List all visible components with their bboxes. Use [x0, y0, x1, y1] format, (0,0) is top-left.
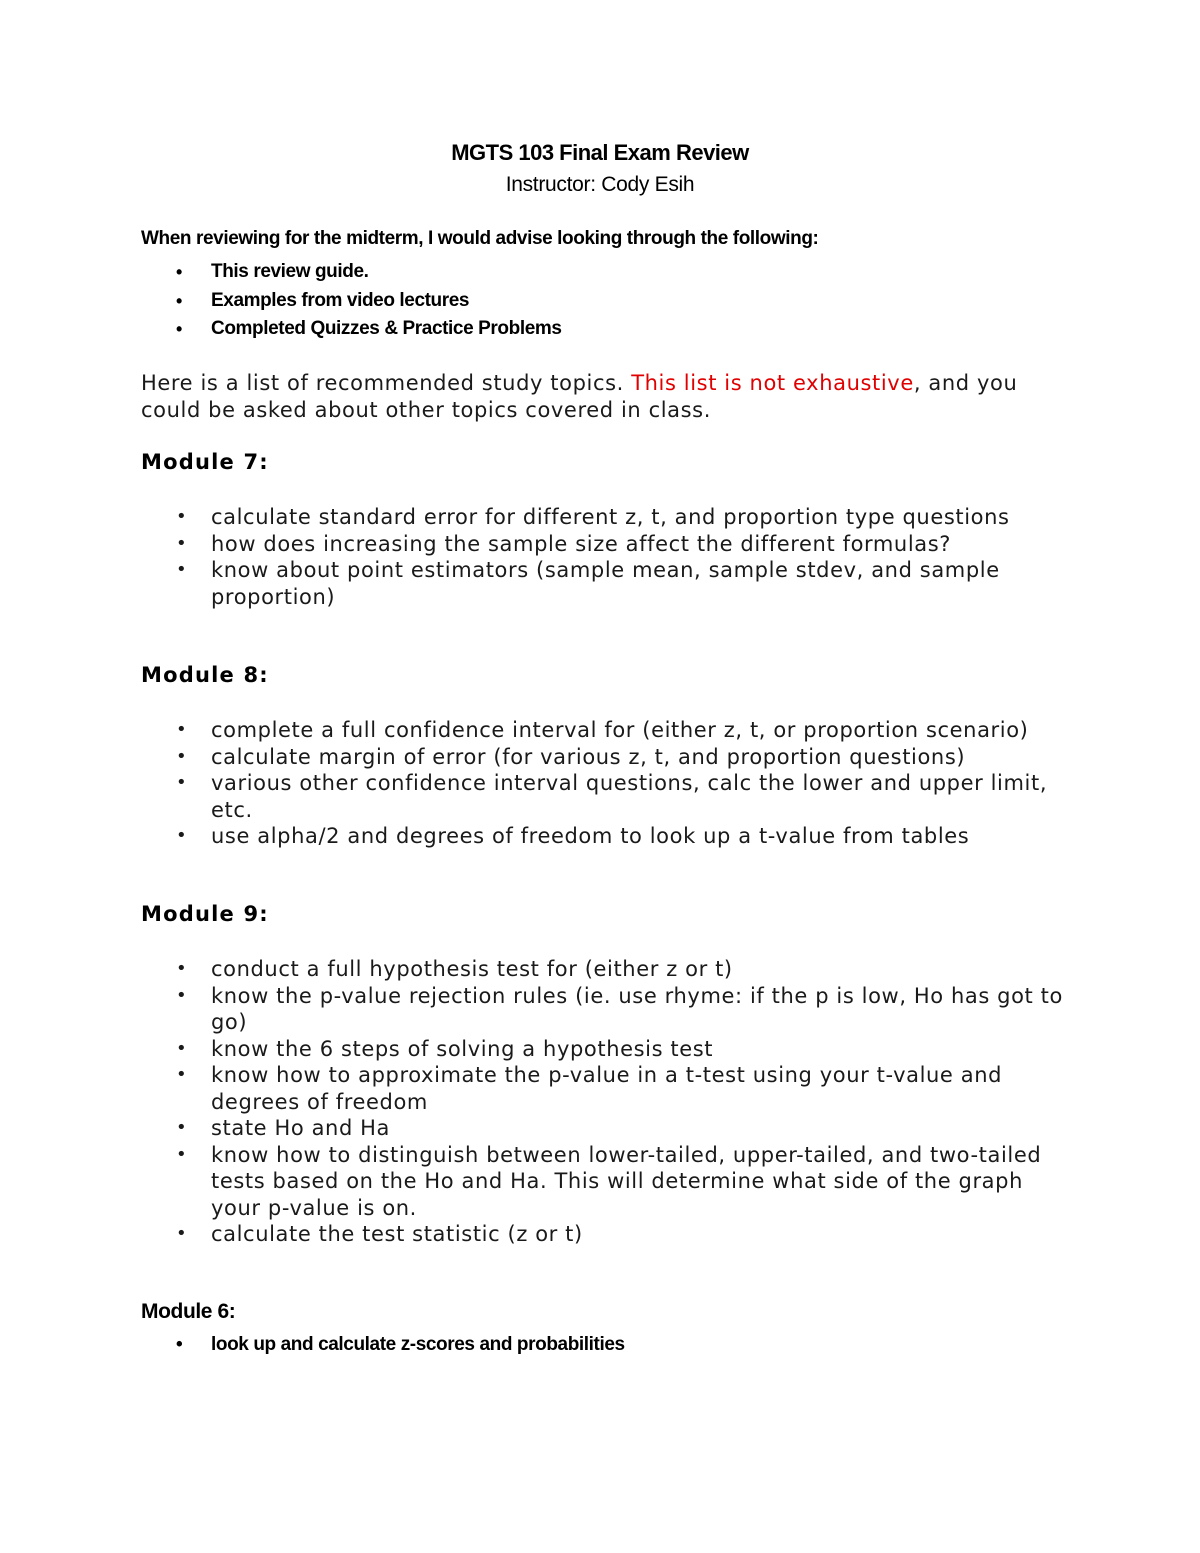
- page-title: MGTS 103 Final Exam Review: [451, 140, 749, 165]
- list-item: • know how to distinguish between lower-tailed, upper-tailed, and two-tailed tests based on the Ho and Ha. This will determine what side of the graph your p-value is on.: [176, 1142, 1042, 1220]
- bullet-icon: •: [176, 1037, 188, 1059]
- module-6-heading: Module 6:: [141, 1300, 236, 1323]
- module-9-topics: [141, 956, 1071, 1248]
- module-7-topics: [141, 504, 1071, 610]
- list-item: • state Ho and Ha: [176, 1116, 391, 1140]
- instructor-line: Instructor: Cody Esih: [505, 173, 695, 196]
- bullet-icon: •: [176, 532, 188, 554]
- bullet-icon: •: [176, 290, 182, 311]
- recommendation-paragraph: Here is a list of recommended study topics. This list is not exhaustive, and you could be asked about other topics covered in class.: [141, 371, 1018, 422]
- module-6-topics: [141, 1331, 625, 1359]
- bullet-icon: •: [176, 1143, 188, 1165]
- bullet-icon: •: [176, 745, 188, 767]
- list-item: • calculate standard error for different z, t, and proportion type questions: [176, 505, 1010, 529]
- list-item: • complete a full confidence interval for (either z, t, or proportion scenario): [176, 718, 1029, 742]
- module-7-heading: Module 7:: [141, 450, 269, 474]
- bullet-icon: •: [176, 1117, 188, 1138]
- bullet-icon: •: [176, 506, 188, 527]
- list-item: • calculate margin of error (for various z, t, and proportion questions): [176, 744, 966, 769]
- advice-list: [141, 258, 562, 344]
- list-item: • know about point estimators (sample mean, sample stdev, and sample proportion): [176, 558, 1000, 609]
- list-item: • use alpha/2 and degrees of freedom to look up a t-value from tables: [176, 824, 970, 848]
- bullet-icon: •: [176, 1064, 188, 1085]
- bullet-icon: •: [176, 262, 182, 282]
- list-item: • calculate the test statistic (z or t): [176, 1222, 583, 1246]
- bullet-icon: •: [176, 559, 188, 580]
- list-item: • various other confidence interval questions, calc the lower and upper limit, etc.: [176, 771, 1048, 822]
- list-item: • know the p-value rejection rules (ie. use rhyme: if the p is low, Ho has got to go): [176, 983, 1063, 1034]
- bullet-icon: •: [176, 1334, 183, 1355]
- list-item: • look up and calculate z-scores and probabilities: [141, 1331, 625, 1359]
- list-item: • conduct a full hypothesis test for (either z or t): [176, 957, 733, 981]
- intro-text: When reviewing for the midterm, I would advise looking through the following:: [141, 228, 819, 249]
- bullet-icon: •: [176, 319, 182, 339]
- list-item: • Completed Quizzes & Practice Problems: [141, 315, 562, 344]
- list-item: • know how to approximate the p-value in a t-test using your t-value and degrees of freedom: [176, 1063, 1003, 1114]
- module-8-heading: Module 8:: [141, 663, 269, 687]
- bullet-icon: •: [176, 958, 188, 979]
- bullet-icon: •: [176, 825, 188, 846]
- not-exhaustive-warning: This list is not exhaustive: [631, 371, 914, 395]
- module-8-topics: [141, 717, 1071, 850]
- bullet-icon: •: [176, 984, 188, 1006]
- list-item: • how does increasing the sample size affect the different formulas?: [176, 531, 952, 556]
- list-item: • Examples from video lectures: [141, 287, 562, 316]
- list-item: • This review guide.: [141, 258, 562, 287]
- list-item: • know the 6 steps of solving a hypothesis test: [176, 1036, 714, 1061]
- module-9-heading: Module 9:: [141, 902, 269, 926]
- bullet-icon: •: [176, 719, 188, 740]
- bullet-icon: •: [176, 1223, 188, 1244]
- bullet-icon: •: [176, 772, 188, 793]
